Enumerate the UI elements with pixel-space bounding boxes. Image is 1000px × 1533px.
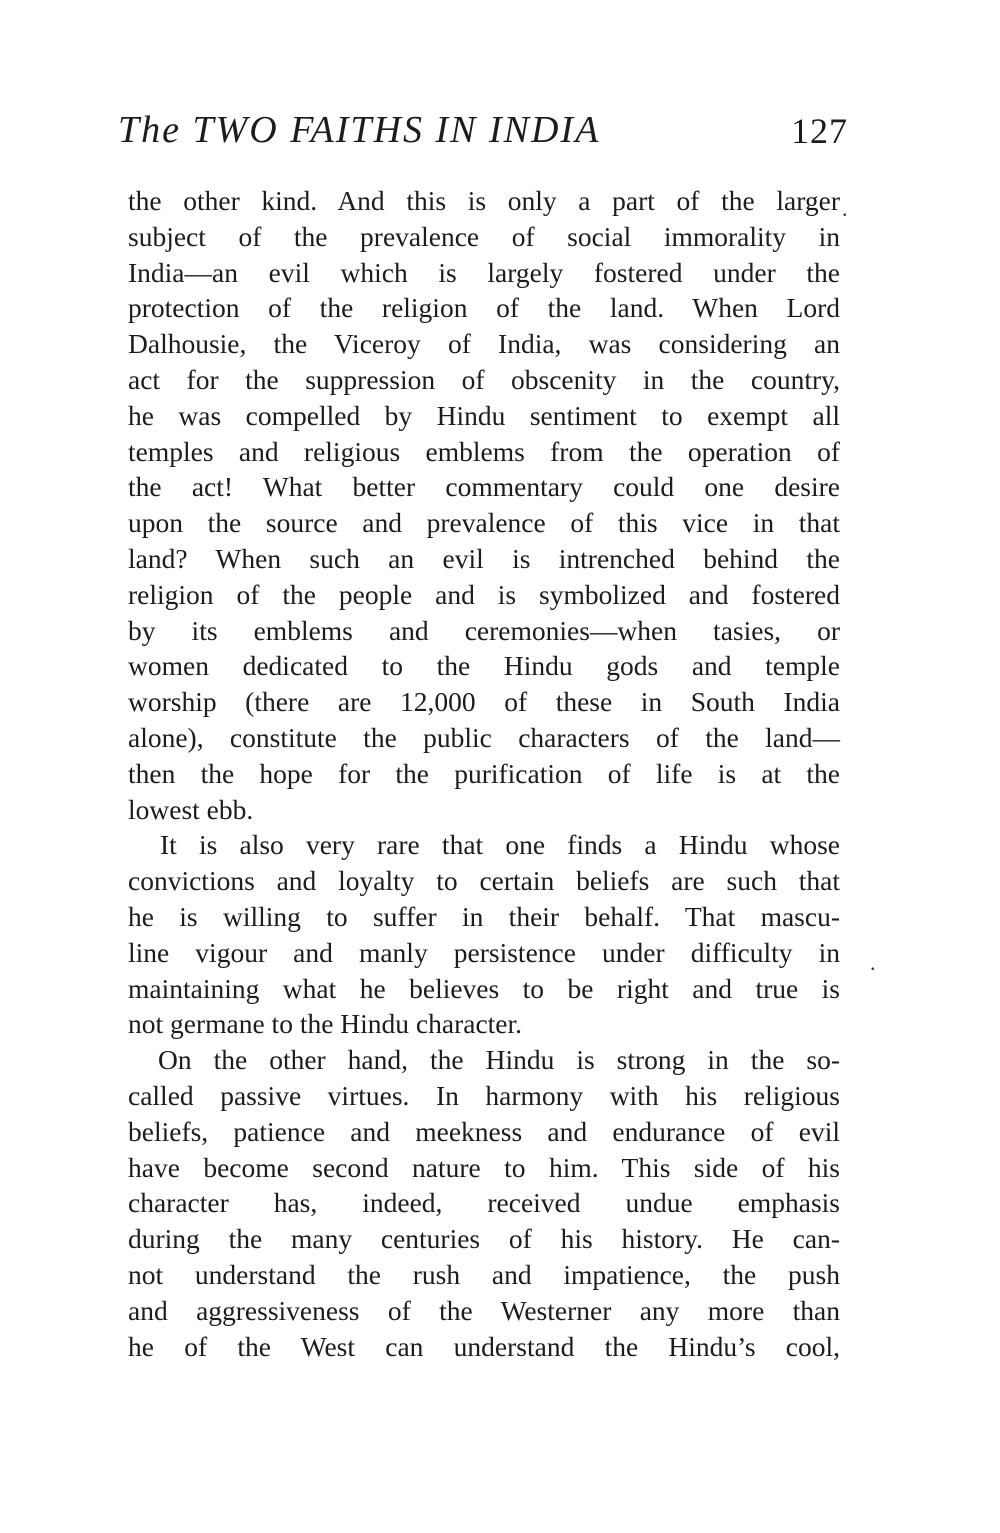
margin-speck: . [870, 950, 876, 975]
text-line: called passive virtues. In harmony with his religious [128, 1079, 840, 1111]
text-line: not germane to the Hindu character. [128, 1008, 523, 1040]
text-line: women dedicated to the Hindu gods and temple [128, 650, 840, 682]
text-line: during the many centuries of his history. He can- [128, 1223, 840, 1255]
text-line: On the other hand, the Hindu is strong in the so- [158, 1044, 840, 1076]
text-line: and aggressiveness of the Westerner any more than [128, 1294, 840, 1326]
text-line: temples and religious emblems from the operation of [128, 435, 840, 467]
text-line: by its emblems and ceremonies—when tasies, or [128, 614, 840, 646]
text-line: he was compelled by Hindu sentiment to exempt all [128, 399, 840, 431]
text-line: maintaining what he believes to be right and true is [128, 972, 840, 1004]
text-line: lowest ebb. [128, 793, 254, 825]
text-line: Dalhousie, the Viceroy of India, was considering an [128, 328, 840, 360]
text-line: It is also very rare that one finds a Hindu whose [160, 829, 840, 861]
page-number: 127 [791, 111, 848, 151]
text-line: he of the West can understand the Hindu’s cool, [128, 1330, 840, 1362]
text-line: then the hope for the purification of life is at the [128, 757, 840, 789]
text-line: have become second nature to him. This side of his [128, 1151, 840, 1183]
text-line: not understand the rush and impatience, the push [128, 1258, 840, 1290]
text-line: beliefs, patience and meekness and endurance of evil [128, 1115, 840, 1147]
text-line: land? When such an evil is intrenched behind the [128, 542, 840, 574]
text-line: alone), constitute the public characters of the land— [128, 721, 840, 753]
text-line: protection of the religion of the land. When Lord [128, 292, 840, 324]
text-line: worship (there are 12,000 of these in South India [128, 686, 840, 718]
text-line: India—an evil which is largely fostered under the [128, 256, 840, 288]
running-head [118, 108, 848, 160]
text-line: he is willing to suffer in their behalf. That mascu- [128, 900, 840, 932]
text-line: subject of the prevalence of social immorality in [128, 220, 840, 252]
text-line: the other kind. And this is only a part of the larger [128, 185, 840, 216]
text-line: act for the suppression of obscenity in the country, [128, 363, 840, 395]
text-line: convictions and loyalty to certain beliefs are such that [128, 865, 840, 897]
text-line: line vigour and manly persistence under difficulty in [128, 936, 840, 968]
text-line: character has, indeed, received undue emphasis [128, 1187, 840, 1219]
text-line: religion of the people and is symbolized and fostered [128, 578, 840, 610]
text-line: upon the source and prevalence of this vice in that [128, 507, 840, 539]
running-title: The TWO FAITHS IN INDIA [118, 109, 601, 151]
body-text [128, 183, 840, 1364]
text-line: the act! What better commentary could one desire [128, 471, 840, 503]
margin-speck: . [842, 196, 848, 221]
